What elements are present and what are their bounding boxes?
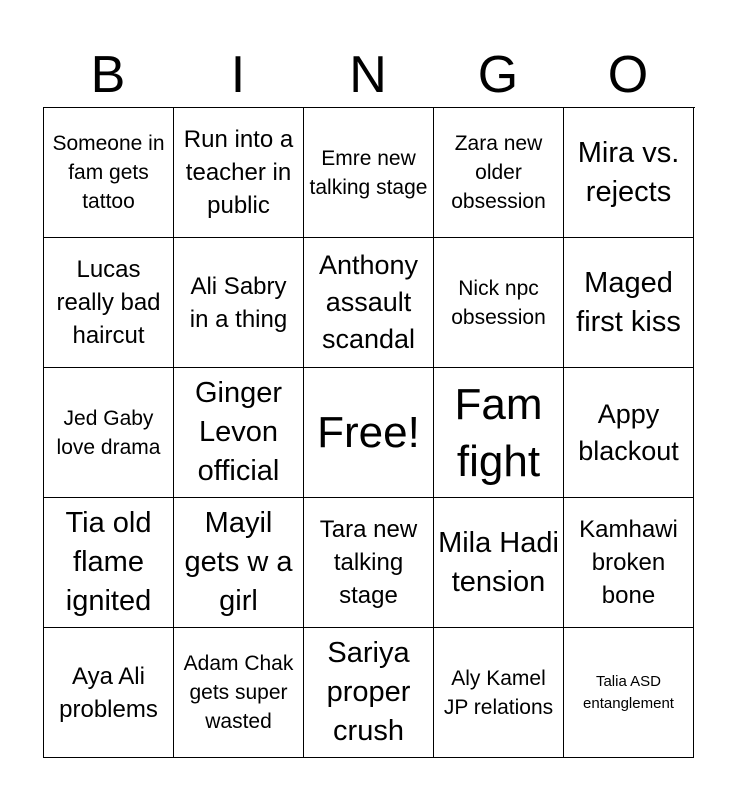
cell-label: Tia old flame ignited: [65, 507, 152, 617]
header-letter-i: I: [230, 46, 246, 104]
bingo-cell-r3-c2[interactable]: [174, 368, 304, 498]
bingo-cell-r5-c1[interactable]: [44, 628, 174, 758]
cell-label: Maged first kiss: [576, 266, 681, 338]
bingo-header: [43, 42, 693, 108]
bingo-cell-r1-c2[interactable]: [174, 108, 304, 238]
cell-label: Appy blackout: [578, 398, 679, 466]
cell-label: Lucas really bad haircut: [56, 256, 161, 349]
cell-label: Anthony assault scandal: [318, 250, 419, 354]
bingo-cell-r2-c2[interactable]: [174, 238, 304, 368]
cell-label: Someone in fam gets tattoo: [52, 132, 165, 213]
bingo-cell-r3-c4[interactable]: [434, 368, 564, 498]
cell-label: Aya Ali problems: [59, 662, 158, 723]
cell-label: Mira vs. rejects: [577, 136, 680, 208]
cell-label: Run into a teacher in public: [183, 126, 294, 219]
bingo-cell-r1-c4[interactable]: [434, 108, 564, 238]
free-space-label: Free!: [317, 408, 420, 457]
bingo-cell-r5-c5[interactable]: [564, 628, 694, 758]
cell-label: Mila Hadi tension: [438, 526, 559, 598]
cell-label: Zara new older obsession: [451, 132, 546, 213]
bingo-cell-r2-c5[interactable]: [564, 238, 694, 368]
bingo-cell-r2-c3[interactable]: [304, 238, 434, 368]
free-space-cell[interactable]: [304, 368, 434, 498]
cell-label: Ginger Levon official: [194, 377, 283, 487]
bingo-cell-r2-c4[interactable]: [434, 238, 564, 368]
cell-label: Fam fight: [454, 379, 543, 486]
bingo-cell-r4-c2[interactable]: [174, 498, 304, 628]
cell-label: Talia ASD entanglement: [583, 672, 674, 712]
header-letter-b: B: [90, 46, 126, 104]
cell-label: Jed Gaby love drama: [56, 406, 161, 459]
cell-label: Kamhawi broken bone: [579, 516, 678, 609]
bingo-cell-r4-c5[interactable]: [564, 498, 694, 628]
header-letter-o: O: [607, 46, 649, 104]
bingo-cell-r4-c3[interactable]: [304, 498, 434, 628]
bingo-cell-r3-c5[interactable]: [564, 368, 694, 498]
cell-label: Sariya proper crush: [326, 637, 411, 747]
cell-label: Adam Chak gets super wasted: [183, 652, 294, 733]
cell-label: Aly Kamel JP relations: [443, 666, 554, 719]
bingo-cell-r5-c4[interactable]: [434, 628, 564, 758]
header-letter-g: G: [477, 46, 519, 104]
cell-label: Emre new talking stage: [309, 146, 428, 199]
bingo-cell-r3-c1[interactable]: [44, 368, 174, 498]
bingo-board: [43, 107, 695, 758]
cell-label: Tara new talking stage: [319, 516, 418, 609]
cell-label: Mayil gets w a girl: [184, 507, 293, 617]
header-letter-n: N: [349, 46, 387, 104]
bingo-cell-r5-c2[interactable]: [174, 628, 304, 758]
bingo-cell-r4-c1[interactable]: [44, 498, 174, 628]
bingo-cell-r4-c4[interactable]: [434, 498, 564, 628]
cell-label: Nick npc obsession: [451, 276, 546, 329]
bingo-cell-r1-c3[interactable]: [304, 108, 434, 238]
bingo-cell-r2-c1[interactable]: [44, 238, 174, 368]
bingo-cell-r1-c1[interactable]: [44, 108, 174, 238]
bingo-cell-r5-c3[interactable]: [304, 628, 434, 758]
cell-label: Ali Sabry in a thing: [189, 272, 288, 333]
bingo-cell-r1-c5[interactable]: [564, 108, 694, 238]
